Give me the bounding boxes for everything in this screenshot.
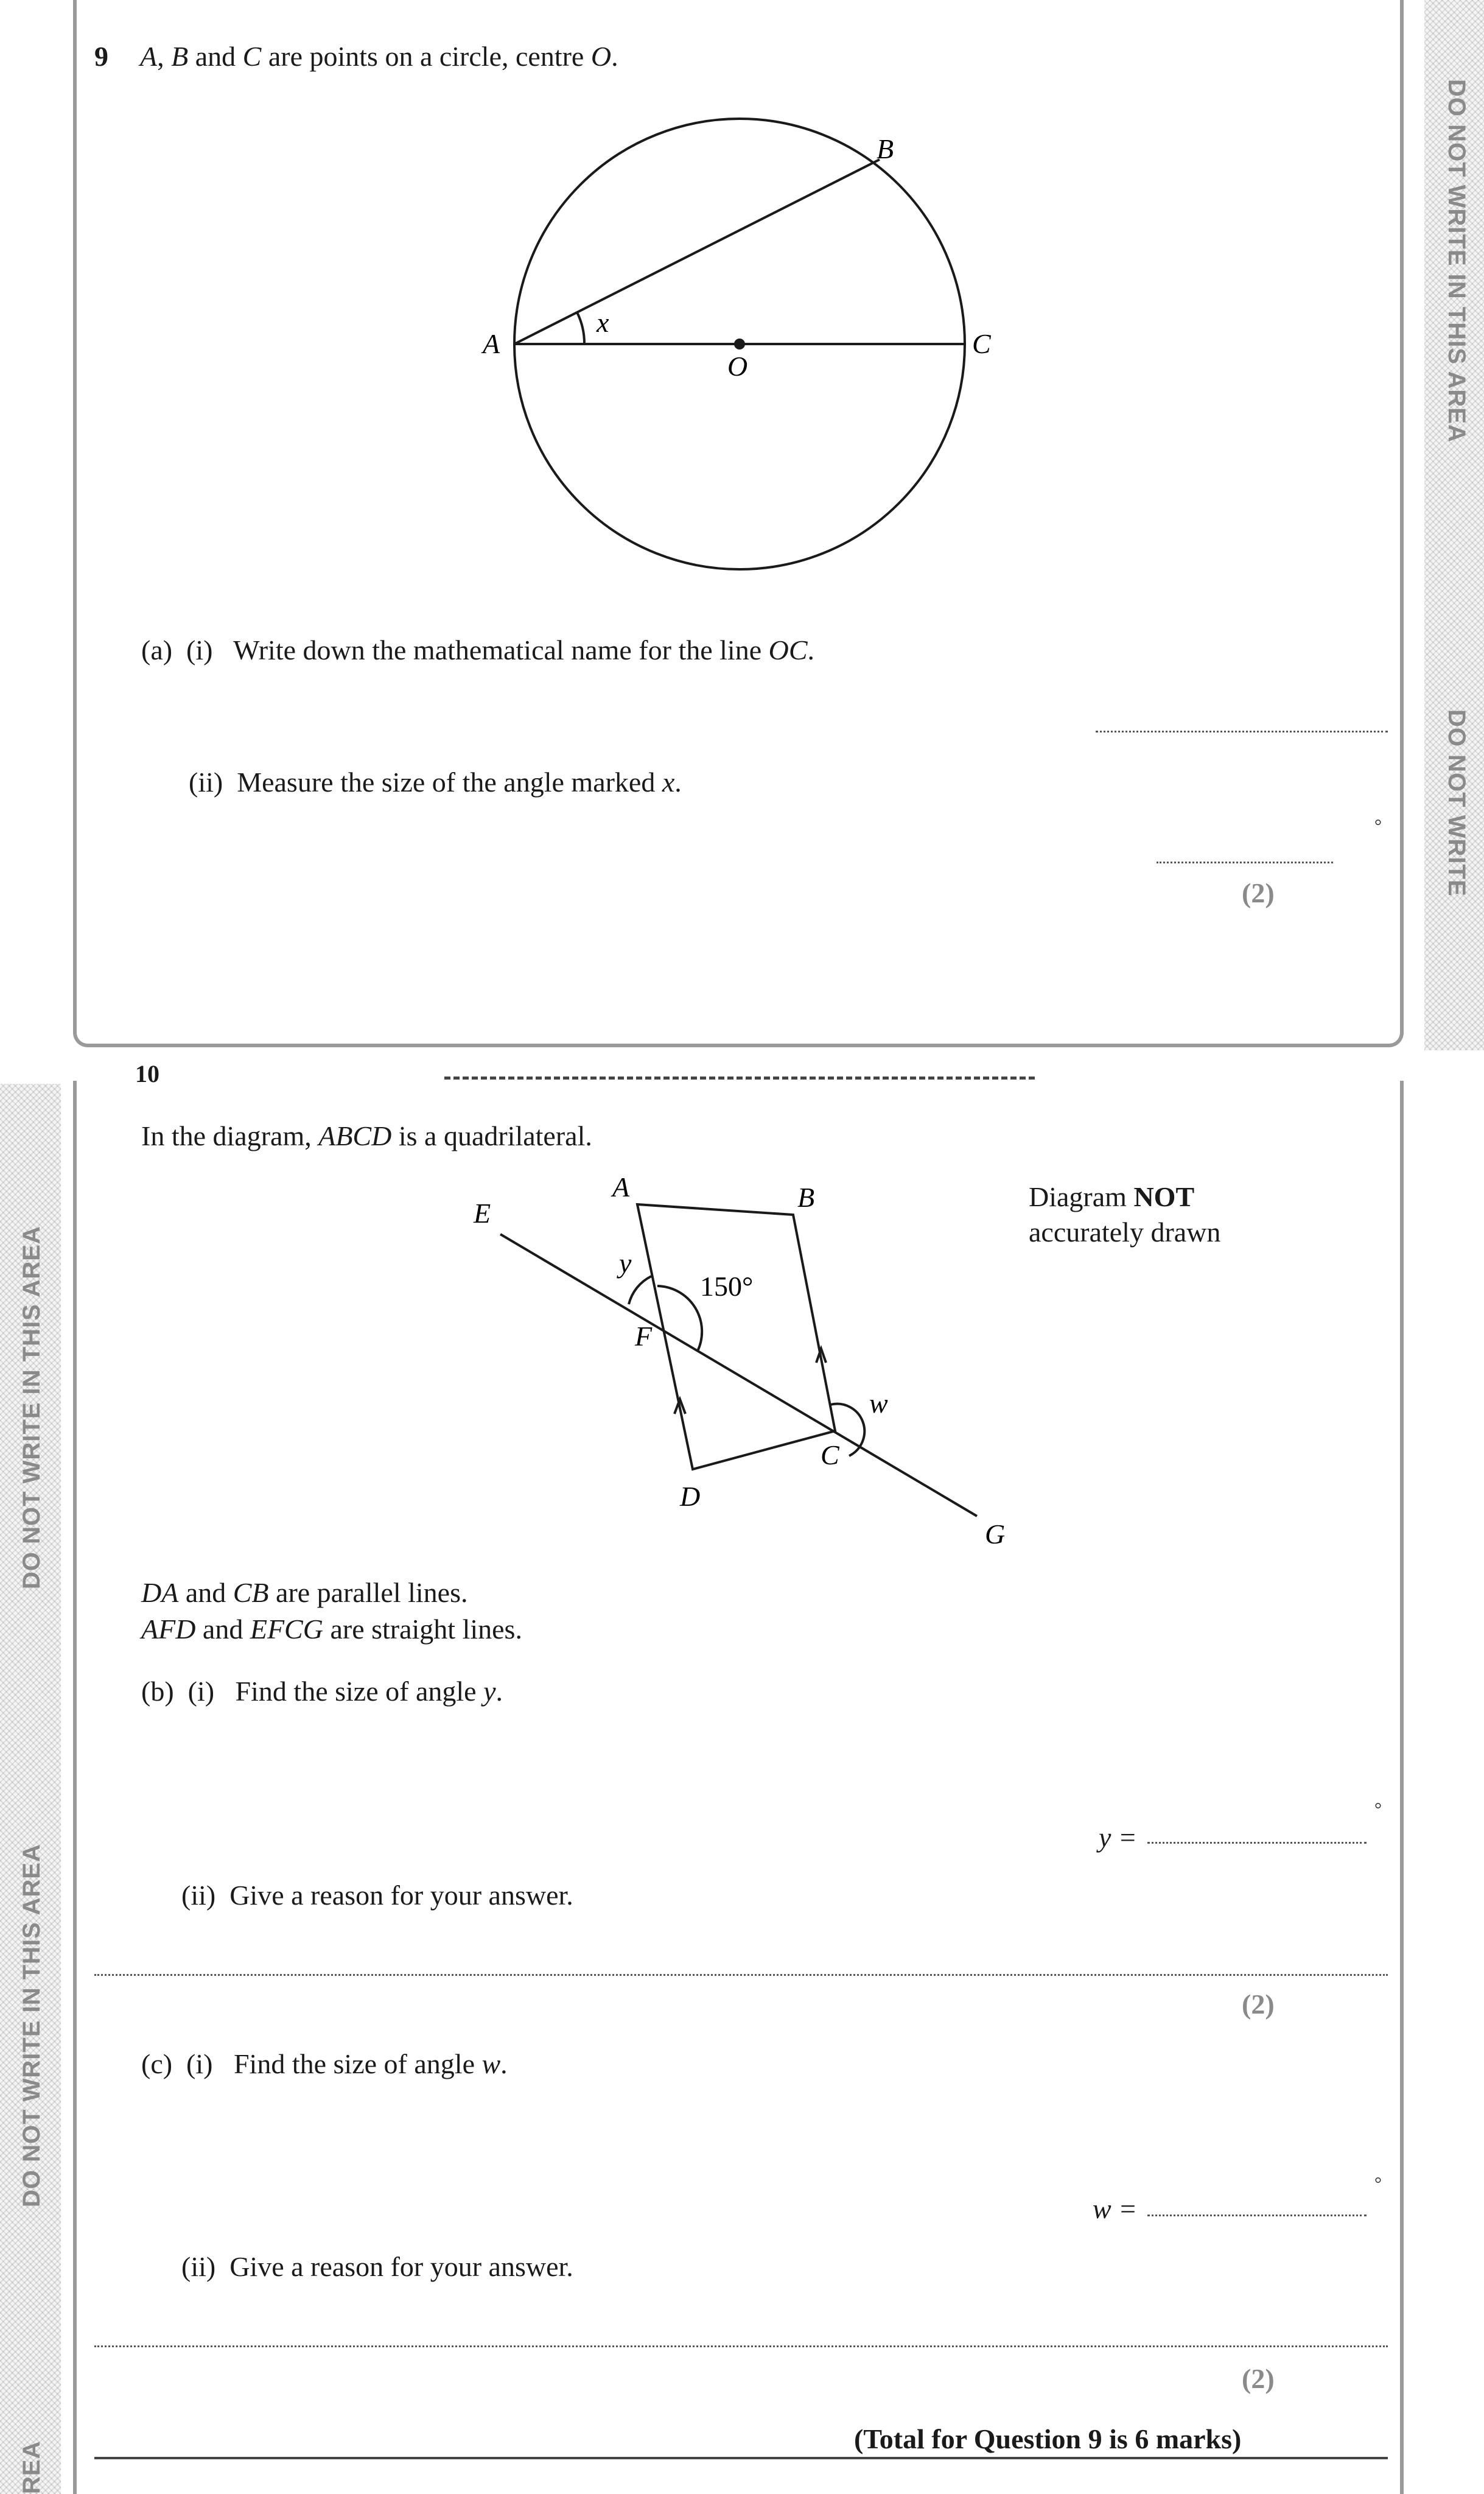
answer-line-b-reason[interactable] bbox=[94, 1974, 1388, 1976]
part-a-i-line-oc: OC bbox=[768, 634, 808, 666]
intro-centre-o: O bbox=[590, 41, 612, 72]
part-b-i-var: y bbox=[483, 1676, 496, 1707]
angle-y-arc bbox=[629, 1276, 651, 1304]
label-a: A bbox=[483, 328, 500, 359]
label-b: B bbox=[877, 133, 894, 164]
label-g: G bbox=[985, 1519, 1006, 1550]
label-c2: C bbox=[821, 1439, 839, 1470]
intro-point-c: C bbox=[242, 41, 262, 72]
label-x: x bbox=[597, 307, 609, 338]
part-a-i-text: (a) (i) Write down the mathematical name for the line bbox=[141, 634, 769, 666]
quadrilateral-diagram bbox=[0, 1096, 1484, 1583]
label-w: w bbox=[869, 1388, 888, 1419]
marks-c: (2) bbox=[1242, 2363, 1275, 2394]
marks-a: (2) bbox=[1242, 877, 1275, 908]
fact1-cb: CB bbox=[233, 1577, 269, 1608]
angle-x-arc bbox=[577, 312, 584, 344]
margin-warning-right-mid: DO NOT WRITE bbox=[1443, 709, 1470, 897]
fact-straight bbox=[141, 1615, 522, 1643]
part-a-ii-var-x: x bbox=[662, 767, 675, 798]
label-b2: B bbox=[797, 1182, 815, 1213]
label-c: C bbox=[972, 328, 991, 359]
answer-line-w[interactable] bbox=[1147, 2215, 1367, 2216]
diagram-note-not: NOT bbox=[1133, 1181, 1195, 1212]
part-c-i-var: w bbox=[481, 2048, 501, 2079]
part-b-ii-question: (ii) Give a reason for your answer. bbox=[181, 1880, 573, 1911]
answer-line-a-ii[interactable] bbox=[1157, 862, 1333, 863]
diagram-note-prefix: Diagram bbox=[1029, 1181, 1134, 1212]
fact1-rest: are parallel lines. bbox=[268, 1577, 468, 1608]
part-c-i-dot: . bbox=[500, 2048, 508, 2079]
label-y: y bbox=[619, 1248, 632, 1279]
q10-intro-abcd: ABCD bbox=[318, 1120, 392, 1151]
degree-symbol-a: ° bbox=[1374, 816, 1382, 836]
margin-warning-right-top: DO NOT WRITE IN THIS AREA bbox=[1443, 79, 1470, 443]
question-10-number: 10 bbox=[135, 1060, 159, 1087]
fact-parallel bbox=[141, 1579, 467, 1607]
diagram-note-line2: accurately drawn bbox=[1029, 1217, 1221, 1248]
part-a-i-dot: . bbox=[807, 634, 815, 666]
part-b-i-question bbox=[141, 1677, 503, 1705]
circle-diagram bbox=[0, 0, 1484, 609]
cut-off-text-line bbox=[444, 1077, 1035, 1080]
intro-sep-1: , bbox=[157, 41, 172, 72]
fact2-efcg: EFCG bbox=[250, 1614, 323, 1645]
q10-intro-a: In the diagram, bbox=[141, 1120, 319, 1151]
degree-symbol-b: ° bbox=[1374, 1799, 1382, 1819]
part-c-i-question bbox=[141, 2050, 508, 2078]
q10-intro-b: is a quadrilateral. bbox=[391, 1120, 592, 1151]
intro-sep-2: and bbox=[188, 41, 243, 72]
degree-symbol-c: ° bbox=[1374, 2174, 1382, 2194]
intro-point-b: B bbox=[171, 41, 189, 72]
fact1-da: DA bbox=[141, 1577, 179, 1608]
chord-ab bbox=[514, 160, 880, 344]
margin-warning-left-mid: DO NOT WRITE IN THIS AREA bbox=[18, 1226, 45, 1589]
fact2-afd: AFD bbox=[141, 1614, 196, 1645]
label-a2: A bbox=[612, 1171, 630, 1203]
part-c-ii-question: (ii) Give a reason for your answer. bbox=[181, 2251, 573, 2282]
part-a-ii-dot: . bbox=[674, 767, 682, 798]
part-a-i-question bbox=[141, 636, 814, 664]
marks-b: (2) bbox=[1242, 1989, 1275, 2020]
fact1-and: and bbox=[178, 1577, 233, 1608]
part-b-i-text: (b) (i) Find the size of angle bbox=[141, 1676, 484, 1707]
question-total: (Total for Question 9 is 6 marks) bbox=[854, 2423, 1242, 2454]
intro-point-a: A bbox=[140, 41, 158, 72]
total-rule bbox=[94, 2457, 1388, 2459]
intro-sep-4: . bbox=[611, 41, 618, 72]
centre-dot bbox=[734, 339, 745, 350]
part-b-i-dot: . bbox=[495, 1676, 503, 1707]
y-equals-label: y = bbox=[1099, 1822, 1137, 1853]
label-e: E bbox=[474, 1198, 491, 1229]
label-d: D bbox=[680, 1481, 701, 1512]
margin-warning-left-lower: DO NOT WRITE IN THIS AREA bbox=[18, 1844, 45, 2207]
answer-line-y[interactable] bbox=[1147, 1842, 1367, 1844]
quadrilateral-abcd bbox=[637, 1204, 835, 1469]
fact2-rest: are straight lines. bbox=[323, 1614, 522, 1645]
label-150: 150° bbox=[700, 1271, 754, 1302]
part-c-i-text: (c) (i) Find the size of angle bbox=[141, 2048, 482, 2079]
fact2-and: and bbox=[195, 1614, 250, 1645]
part-a-ii-question bbox=[189, 768, 682, 796]
w-equals-label: w = bbox=[1093, 2193, 1138, 2224]
label-o: O bbox=[727, 351, 748, 382]
answer-line-a-i[interactable] bbox=[1096, 731, 1388, 732]
margin-warning-left-bottom: REA bbox=[18, 2440, 45, 2494]
label-f: F bbox=[635, 1321, 653, 1352]
intro-sep-3: are points on a circle, centre bbox=[261, 41, 591, 72]
part-a-ii-text: (ii) Measure the size of the angle marked bbox=[189, 767, 662, 798]
answer-line-c-reason[interactable] bbox=[94, 2345, 1388, 2347]
question-9-number: 9 bbox=[94, 41, 108, 72]
